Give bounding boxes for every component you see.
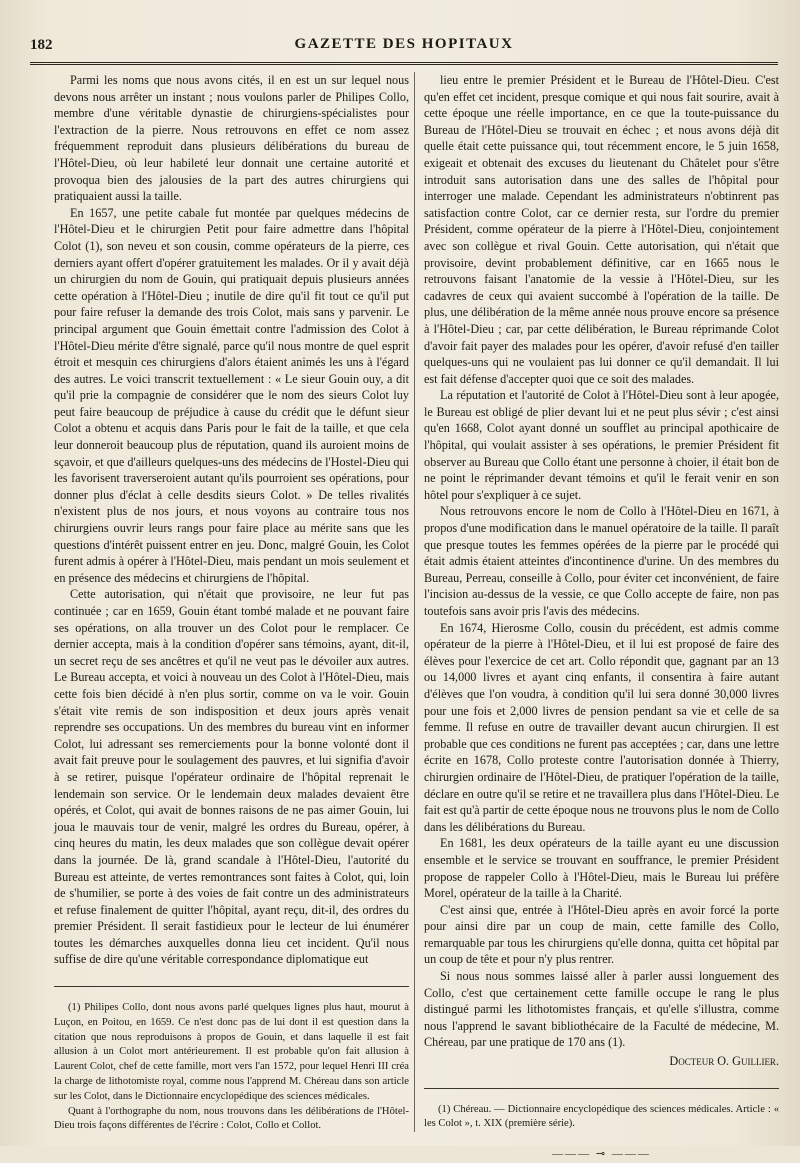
author-signature: Docteur O. Guillier. xyxy=(669,1054,779,1069)
footnote: (1) Philipes Collo, dont nous avons parlé quelques lignes plus haut, mourut à Luçon, en Poitou, en 1659. Ce n'est donc pas de lui dont il est question dans la citation que nous reproduisons à propos de Gouin, et dans laquelle il est fait allusion à un Colot mort antérieurement. Il est probable qu'on fait allusion à Laurent Colot, chef de cette famille, mort vers l'an 1572, pour lequel Henri III créa la charge de lithotomiste royal, comme nous l'apprend M. Chéreau dans son article sur les Colot, dans le Dictionnaire encyclopédique des sciences médicales. xyxy=(54,1002,409,1102)
paragraph: Si nous nous sommes laissé aller à parler aussi longuement des Collo, c'est que certainement cette famille occupe le rang le plus distingué parmi les lithotomistes français, et qu'elle s'illustra, comme nous l'apprend le savant bibliothécaire de la Faculté de médecine, M. Chéreau, par une pratique de 170 ans (1). xyxy=(424,969,779,1050)
right-column xyxy=(424,72,779,1161)
paragraph: En 1657, une petite cabale fut montée par quelques médecins de l'Hôtel-Dieu et le chirurgien Petit pour faire admettre dans l'hôpital Colot (1), son neveu et son cousin, comme opérateurs de la pierre, ces derniers ayant offert d'opérer gratuitement les malades. Or il y avait déjà un chirurgien du nom de Gouin, qui pratiquait depuis plusieurs années cette opération à l'Hôtel-Dieu ; inutile de dire qu'il fit tout ce qu'il put pour faire refuser la demande des trois Colot, mais sans y parvenir. Le principal argument que Gouin émettait contre l'admission des Colot à l'Hôtel-Dieu mérite d'être signalé, parce qu'il nous montre de quel esprit étroit et mesquin ces chirurgiens d'alors étaient animés les uns à l'égard des autres. Le voici transcrit textuellement : « Le sieur Gouin ouy, a dit qu'il prie la compagnie de considérer que le nom des sieurs Colot luy peut faire beaucoup de préjudice à cause du crédit que le défunt sieur Colot a obtenu et acquis dans Paris pour le fait de la taille, et que cela leur donneroit beaucoup plus de réputation, quand ils auroient moins de sçavoir, et que d'ailleurs quelques-uns des médecins de l'Hostel-Dieu qui les favorisent traverseroient autant qu'ils pourroient ses opérations, pour donner plus d'éclat à celle desdits sieurs Colot. » De telles rivalités n'existent plus de nos jours, et nous voyons au contraire tous nos chirurgiens ouvrir leurs rangs pour faire place au mérite sans que les questions d'intérêt puissent entrer en jeu. Donc, malgré Gouin, les Colot furent admis à opérer à l'Hôtel-Dieu, mais pendant un mois seulement et en présence des médecins et chirurgiens de l'hôpital. xyxy=(54,205,409,585)
end-ornament: ——— ⊸ ——— xyxy=(552,1148,651,1161)
page-header xyxy=(30,33,778,55)
paragraph: Cette autorisation, qui n'était que provisoire, ne leur fut pas continuée ; car en 1659, Gouin étant tombé malade et ne pouvant faire ses opérations, on alla trouver un des Colot pour le remplacer. Ce dernier accepta, mais à la condition d'opérer sans témoins, ayant, dit-il, un secret reçu de ses ancêtres et qu'il ne veut pas le dévoiler aux autres. Le Bureau accepta, et voici à nouveau un des Colot à l'Hôtel-Dieu, mais cette fois bien décidé à n'en plus sortir, comme on va le voir. Gouin s'était vite remis de son indisposition et deux jours après venait reprendre ses occupations. Un des membres du bureau vint en informer Colot, lui adressant ses remerciements pour la bonne volonté dont il avait fait preuve pour le soulagement des pauvres, et lui signifia d'avoir à se retirer, puisque l'opérateur ordinaire de l'hôpital reprenait le lendemain son service. Or le lendemain deux malades devaient être opérés, et Colot, qui avait de bonnes raisons de ne pas aimer Gouin, lui joua le mauvais tour de venir, malgré les ordres du Bureau, opérer, à cinq heures du matin, les deux malades que son collègue devait opérer dans la journée. De là, grand scandale à l'Hôtel-Dieu, l'autorité du Bureau est atteinte, de vertes remontrances sont faites à Colot, qui, loin de s'humilier, se porte à des voies de fait contre un des administrateurs et refuse finalement de quitter l'hôpital, ayant reçu, dit-il, des ordres du premier Président. Il serait fastidieux pour le lecteur de lui énumérer toutes les démarches auxquelles donna lieu cet incident. Qu'il nous suffise de dire qu'une véritable correspondance diplomatique eut xyxy=(54,587,409,967)
paragraph: La réputation et l'autorité de Colot à l'Hôtel-Dieu sont à leur apogée, le Bureau est obligé de plier devant lui et ne peut plus sévir ; c'est ainsi qu'en 1668, Colot ayant donné un soufflet au principal apothicaire de l'hôpital, qui voulait assister à ses opérations, le premier Président fit observer au Bureau que Collo étant une personne à choier, il était bon de ne point le réprimander devant témoins et qu'il le ferait venir en son hôtel pour s'expliquer à ce sujet. xyxy=(424,388,779,502)
paragraph: Parmi les noms que nous avons cités, il en est un sur lequel nous devons nous arrêter un instant ; nous voulons parler de Philipes Collo, membre d'une véritable dynastie de chirurgiens-spécialistes pour l'extraction de la pierre. Nous retrouvons en effet ce nom assez fréquemment reproduit dans plusieurs délibérations du bureau de l'Hôtel-Dieu, où leur habileté leur donnait une certaine autorité et provoqua bien des jalousies de la part des autres chirurgiens qui pratiquaient aussi la taille. xyxy=(54,73,409,204)
running-title: GAZETTE DES HOPITAUX xyxy=(294,36,514,52)
footnote-rule xyxy=(424,1088,779,1089)
paragraph: Nous retrouvons encore le nom de Collo à l'Hôtel-Dieu en 1671, à propos d'une modification dans le manuel opératoire de la taille. Il paraît que presque toutes les femmes opérées de la pierre par le procédé qui était admis étaient atteintes d'incontinence d'urine. Un des membres du Bureau, Perreau, conseille à Collo, pour éviter cet inconvénient, de faire l'incision au-dessus de la vessie, ce que Collo accepte de faire, non pas toutefois sans avoir pris l'avis des médecins. xyxy=(424,504,779,618)
paragraph: En 1681, les deux opérateurs de la taille ayant eu une discussion ensemble et le service se trouvant en souffrance, le premier Président propose de rappeler Collo à l'Hôtel-Dieu, mais le Bureau lui préfère Morel, opérateur de la taille à la Charité. xyxy=(424,836,779,901)
paragraph: C'est ainsi que, entrée à l'Hôtel-Dieu après en avoir forcé la porte pour ainsi dire par un coup de main, cette famille des Collo, remarquable par tous les chirurgiens qu'elle donna, quitta cet hôpital par un coup de tête et pour n'y plus rentrer. xyxy=(424,902,779,967)
left-column xyxy=(54,72,409,1132)
footnotes-left xyxy=(54,1001,409,1134)
page-number: 182 xyxy=(30,37,53,53)
footnote-rule xyxy=(54,986,409,987)
paragraph: lieu entre le premier Président et le Bureau de l'Hôtel-Dieu. C'est qu'en effet cet incident, presque comique et qui nous fait sourire, avait à cette époque une réelle importance, en ce que la toute-puissance du Bureau de l'Hôtel-Dieu se trouvait en échec ; et nous avons déjà dit quelle était cette puissance qui, tout récemment encore, le 5 juin 1658, exigeait et obtenait des excuses du lieutenant du Châtelet pour s'être introduit sans autorisation dans une des salles de l'hôpital pour interroger une malade. Cependant les administrateurs n'obtinrent pas satisfaction contre Colot, car ce dernier resta, sur l'ordre du premier Président, comme opérateur de la pierre à l'Hôtel-Dieu, conjointement avec son collègue et rival Gouin. Cette autorisation, qui n'était que provisoire, devint probablement définitive, car en 1665 nous le retrouvons faisant l'anatomie de la vessie à l'Hôtel-Dieu, sur les cadavres de ceux qui avaient succombé à l'opération de la taille. De plus, une délibération de la même année nous prouve encore sa présence à l'Hôtel-Dieu ; car, par cette délibération, le Bureau réprimande Colot d'avoir fait payer des malades pour les opérer, d'avoir refusé d'en tailler quelques-uns qui ne voulaient pas lui donner ce qu'il demandait. Il lui est fait défense d'accepter quoi que ce soit des malades. xyxy=(424,73,779,386)
footnote: (1) Chéreau. — Dictionnaire encyclopédique des sciences médicales. Article : « les Colot », t. XIX (première série). xyxy=(424,1103,779,1130)
paragraph: En 1674, Hierosme Collo, cousin du précédent, est admis comme opérateur de la pierre à l'Hôtel-Dieu, et il lui est proposé de faire des élèves pour l'exercice de cet art. Collo répondit que, gagnant par an 13 ou 14,000 livres et ayant cinq enfants, il consentira à faire autant d'élèves que l'on voudra, à condition qu'il lui sera donné 30,000 livres pour une fois et 2,000 livres de pension pendant sa vie et celle de sa femme. Il refuse en outre de travailler devant aucun chirurgien. Il est probable que ces conditions ne furent pas acceptées ; car, dans une lettre écrite en 1678, Collo proteste contre l'autorisation donnée à Thierry, chirurgien ordinaire de l'Hôtel-Dieu, de pratiquer l'opération de la taille, déclare en outre qu'il se retire et ne travaillera plus dans l'Hôtel-Dieu. Le fait est qu'à partir de cette époque nous ne trouvons plus le nom de Collo dans les délibérations du Bureau. xyxy=(424,620,779,834)
header-rule xyxy=(30,62,778,65)
column-divider xyxy=(414,72,415,1132)
footnote: Quant à l'orthographe du nom, nous trouvons dans les délibérations de l'Hôtel-Dieu trois façons différentes de l'écrire : Colot, Collo et Collot. xyxy=(54,1105,409,1132)
footnotes-right xyxy=(424,1103,779,1133)
